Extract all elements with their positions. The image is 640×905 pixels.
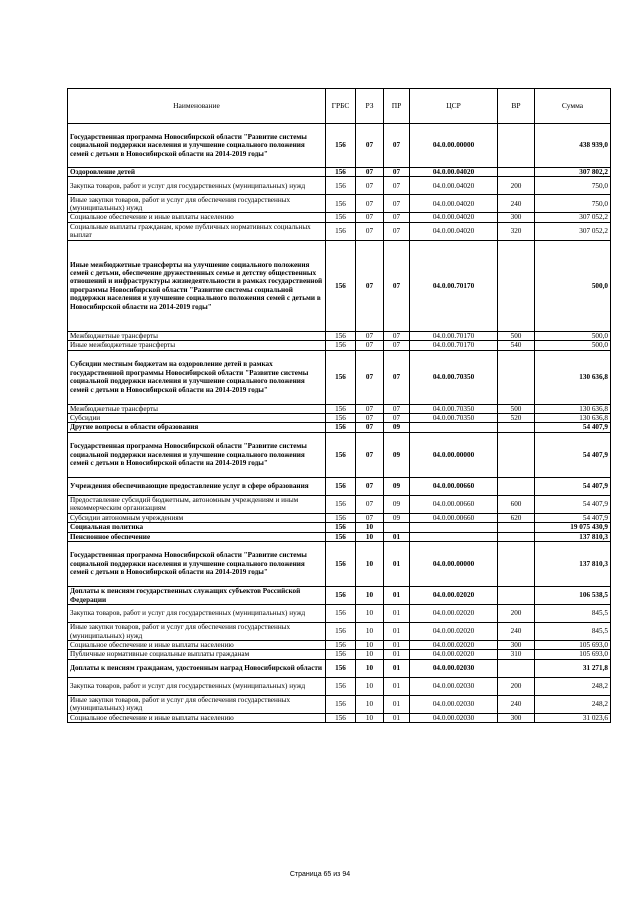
cell-csr: 04.0.00.04020	[410, 213, 498, 222]
cell-csr: 04.0.00.02020	[410, 650, 498, 659]
table-row	[68, 222, 611, 240]
cell-vr	[498, 587, 535, 605]
cell-pr: 01	[384, 677, 410, 695]
cell-vr: 320	[498, 222, 535, 240]
cell-csr: 04.0.00.70350	[410, 350, 498, 404]
cell-grbs: 156	[326, 477, 356, 495]
table-row	[68, 532, 611, 541]
cell-pr: 07	[384, 168, 410, 177]
cell-pr: 01	[384, 713, 410, 722]
table-body	[68, 124, 611, 723]
cell-sum: 54 407,9	[535, 432, 611, 477]
cell-csr	[410, 423, 498, 432]
cell-grbs: 156	[326, 713, 356, 722]
cell-name: Иные закупки товаров, работ и услуг для обеспечения государственных (муниципальных) нужд	[68, 195, 326, 213]
cell-sum: 54 407,9	[535, 495, 611, 513]
cell-sum: 130 636,8	[535, 414, 611, 423]
cell-rz: 10	[356, 605, 384, 623]
cell-pr: 07	[384, 341, 410, 350]
cell-rz: 10	[356, 659, 384, 677]
cell-vr: 240	[498, 195, 535, 213]
cell-sum: 31 023,6	[535, 713, 611, 722]
cell-grbs: 156	[326, 124, 356, 168]
cell-pr: 01	[384, 587, 410, 605]
cell-grbs: 156	[326, 195, 356, 213]
cell-grbs: 156	[326, 650, 356, 659]
cell-pr: 01	[384, 542, 410, 587]
table-row	[68, 650, 611, 659]
cell-grbs: 156	[326, 432, 356, 477]
cell-name: Государственная программа Новосибирской области "Развитие системы социальной поддержки населения и улучшение социального положения семей с детьми в Новосибирской области на 2014-2019 годы"	[68, 432, 326, 477]
header-sum: Сумма	[535, 89, 611, 124]
cell-sum: 54 407,9	[535, 513, 611, 522]
cell-sum: 248,2	[535, 677, 611, 695]
cell-vr: 200	[498, 177, 535, 195]
table-row	[68, 168, 611, 177]
cell-vr	[498, 542, 535, 587]
cell-grbs: 156	[326, 414, 356, 423]
table-header-row	[68, 89, 611, 124]
cell-csr: 04.0.00.02020	[410, 605, 498, 623]
cell-vr: 600	[498, 495, 535, 513]
cell-rz: 07	[356, 213, 384, 222]
cell-name: Иные закупки товаров, работ и услуг для обеспечения государственных (муниципальных) нужд	[68, 695, 326, 713]
cell-rz: 10	[356, 677, 384, 695]
cell-sum: 248,2	[535, 695, 611, 713]
cell-vr	[498, 240, 535, 331]
cell-name: Закупка товаров, работ и услуг для государственных (муниципальных) нужд	[68, 605, 326, 623]
header-pr: ПР	[384, 89, 410, 124]
header-vr: ВР	[498, 89, 535, 124]
cell-vr	[498, 168, 535, 177]
cell-rz: 07	[356, 177, 384, 195]
cell-pr: 09	[384, 423, 410, 432]
cell-csr: 04.0.00.00660	[410, 513, 498, 522]
page-number: Страница 65 из 94	[289, 871, 351, 878]
table-row	[68, 623, 611, 641]
cell-grbs: 156	[326, 177, 356, 195]
cell-csr: 04.0.00.04020	[410, 168, 498, 177]
cell-sum: 130 636,8	[535, 350, 611, 404]
cell-csr	[410, 523, 498, 532]
cell-vr: 620	[498, 513, 535, 522]
cell-grbs: 156	[326, 213, 356, 222]
table-row	[68, 605, 611, 623]
cell-grbs: 156	[326, 495, 356, 513]
cell-name: Социальное обеспечение и иные выплаты населению	[68, 641, 326, 650]
cell-vr	[498, 659, 535, 677]
cell-pr: 07	[384, 331, 410, 340]
cell-grbs: 156	[326, 331, 356, 340]
cell-name: Субсидии местным бюджетам на оздоровление детей в рамках государственной программы Новосибирской области "Развитие системы социальной поддержки населения и улучшение социального положения семей с детьми в Новосибирской области на 2014-2019 годы"	[68, 350, 326, 404]
table-row	[68, 641, 611, 650]
table-row	[68, 432, 611, 477]
cell-pr: 01	[384, 623, 410, 641]
table-row	[68, 414, 611, 423]
table-row	[68, 213, 611, 222]
cell-vr: 200	[498, 605, 535, 623]
cell-name: Социальная политика	[68, 523, 326, 532]
cell-name: Субсидии	[68, 414, 326, 423]
cell-csr: 04.0.00.02020	[410, 641, 498, 650]
cell-rz: 07	[356, 414, 384, 423]
cell-csr: 04.0.00.70170	[410, 331, 498, 340]
cell-sum: 105 693,0	[535, 641, 611, 650]
cell-sum: 500,0	[535, 331, 611, 340]
cell-csr: 04.0.00.02030	[410, 713, 498, 722]
cell-sum: 106 538,5	[535, 587, 611, 605]
cell-sum: 500,0	[535, 341, 611, 350]
cell-grbs: 156	[326, 695, 356, 713]
cell-name: Учреждения обеспечивающие предоставление услуг в сфере образования	[68, 477, 326, 495]
cell-name: Пенсионное обеспечение	[68, 532, 326, 541]
cell-vr: 240	[498, 623, 535, 641]
cell-name: Доплаты к пенсиям гражданам, удостоенным наград Новосибирской области	[68, 659, 326, 677]
cell-vr: 300	[498, 213, 535, 222]
cell-rz: 07	[356, 222, 384, 240]
cell-rz: 07	[356, 513, 384, 522]
cell-name: Межбюджетные трансферты	[68, 404, 326, 413]
cell-vr	[498, 350, 535, 404]
cell-grbs: 156	[326, 423, 356, 432]
cell-name: Государственная программа Новосибирской области "Развитие системы социальной поддержки населения и улучшение социального положения семей с детьми в Новосибирской области на 2014-2019 годы"	[68, 124, 326, 168]
cell-csr: 04.0.00.00000	[410, 432, 498, 477]
cell-sum: 54 407,9	[535, 423, 611, 432]
budget-table	[67, 88, 611, 723]
cell-csr: 04.0.00.02020	[410, 623, 498, 641]
cell-vr	[498, 432, 535, 477]
cell-vr: 300	[498, 713, 535, 722]
table-row	[68, 587, 611, 605]
cell-vr	[498, 523, 535, 532]
table-row	[68, 404, 611, 413]
cell-vr	[498, 124, 535, 168]
cell-pr: 09	[384, 432, 410, 477]
table-row	[68, 659, 611, 677]
cell-grbs: 156	[326, 513, 356, 522]
cell-sum: 307 052,2	[535, 222, 611, 240]
cell-name: Социальные выплаты гражданам, кроме публичных нормативных социальных выплат	[68, 222, 326, 240]
cell-grbs: 156	[326, 404, 356, 413]
table-row	[68, 477, 611, 495]
header-csr: ЦСР	[410, 89, 498, 124]
table-row	[68, 423, 611, 432]
cell-csr: 04.0.00.70170	[410, 341, 498, 350]
table-row	[68, 542, 611, 587]
cell-rz: 10	[356, 623, 384, 641]
cell-csr: 04.0.00.70350	[410, 404, 498, 413]
cell-vr: 200	[498, 677, 535, 695]
cell-grbs: 156	[326, 341, 356, 350]
cell-sum: 137 810,3	[535, 542, 611, 587]
table-row	[68, 523, 611, 532]
cell-name: Социальное обеспечение и иные выплаты населению	[68, 213, 326, 222]
table-row	[68, 350, 611, 404]
cell-pr: 09	[384, 513, 410, 522]
cell-pr: 07	[384, 195, 410, 213]
cell-csr: 04.0.00.02030	[410, 659, 498, 677]
cell-vr: 240	[498, 695, 535, 713]
cell-pr: 07	[384, 404, 410, 413]
cell-name: Предоставление субсидий бюджетным, автономным учреждениям и иным некоммерческим организациям	[68, 495, 326, 513]
cell-pr: 01	[384, 605, 410, 623]
cell-sum: 31 271,8	[535, 659, 611, 677]
cell-csr: 04.0.00.04020	[410, 222, 498, 240]
cell-name: Публичные нормативные социальные выплаты гражданам	[68, 650, 326, 659]
cell-name: Закупка товаров, работ и услуг для государственных (муниципальных) нужд	[68, 677, 326, 695]
cell-sum: 137 810,3	[535, 532, 611, 541]
table-row	[68, 331, 611, 340]
cell-rz: 10	[356, 542, 384, 587]
cell-rz: 10	[356, 587, 384, 605]
cell-sum: 845,5	[535, 623, 611, 641]
cell-pr: 07	[384, 177, 410, 195]
cell-rz: 07	[356, 240, 384, 331]
cell-grbs: 156	[326, 168, 356, 177]
cell-vr	[498, 423, 535, 432]
header-grbs: ГРБС	[326, 89, 356, 124]
cell-pr	[384, 523, 410, 532]
table-row	[68, 677, 611, 695]
cell-name: Иные межбюджетные трансферты	[68, 341, 326, 350]
cell-pr: 07	[384, 222, 410, 240]
table-row	[68, 195, 611, 213]
cell-rz: 07	[356, 168, 384, 177]
cell-vr	[498, 532, 535, 541]
cell-csr: 04.0.00.04020	[410, 195, 498, 213]
cell-pr: 07	[384, 124, 410, 168]
cell-rz: 10	[356, 650, 384, 659]
cell-pr: 07	[384, 213, 410, 222]
cell-grbs: 156	[326, 587, 356, 605]
cell-rz: 07	[356, 404, 384, 413]
cell-name: Доплаты к пенсиям государственных служащих субъектов Российской Федерации	[68, 587, 326, 605]
cell-pr: 01	[384, 695, 410, 713]
cell-csr: 04.0.00.00000	[410, 542, 498, 587]
cell-grbs: 156	[326, 677, 356, 695]
table-row	[68, 124, 611, 168]
cell-rz: 10	[356, 713, 384, 722]
cell-pr: 01	[384, 659, 410, 677]
cell-csr: 04.0.00.02030	[410, 677, 498, 695]
cell-pr: 07	[384, 350, 410, 404]
cell-name: Субсидии автономным учреждениям	[68, 513, 326, 522]
cell-vr: 500	[498, 404, 535, 413]
cell-name: Иные закупки товаров, работ и услуг для обеспечения государственных (муниципальных) нужд	[68, 623, 326, 641]
cell-csr: 04.0.00.00660	[410, 495, 498, 513]
cell-rz: 10	[356, 641, 384, 650]
cell-sum: 307 802,2	[535, 168, 611, 177]
cell-name: Закупка товаров, работ и услуг для государственных (муниципальных) нужд	[68, 177, 326, 195]
header-rz: РЗ	[356, 89, 384, 124]
cell-vr: 520	[498, 414, 535, 423]
cell-sum: 130 636,8	[535, 404, 611, 413]
cell-pr: 09	[384, 495, 410, 513]
cell-vr: 540	[498, 341, 535, 350]
cell-rz: 07	[356, 423, 384, 432]
cell-grbs: 156	[326, 240, 356, 331]
cell-csr: 04.0.00.04020	[410, 177, 498, 195]
cell-rz: 10	[356, 523, 384, 532]
cell-sum: 307 052,2	[535, 213, 611, 222]
cell-grbs: 156	[326, 605, 356, 623]
table-row	[68, 513, 611, 522]
cell-rz: 07	[356, 495, 384, 513]
cell-csr: 04.0.00.02030	[410, 695, 498, 713]
cell-vr: 310	[498, 650, 535, 659]
table-row	[68, 240, 611, 331]
cell-pr: 01	[384, 532, 410, 541]
table-row	[68, 341, 611, 350]
cell-sum: 54 407,9	[535, 477, 611, 495]
cell-name: Иные межбюджетные трансферты на улучшение социального положения семей с детьми, обеспечение дружественных семье и детству общественных отношений и инфраструктуры жизнедеятельности в рамках государственной программы Новосибирской области "Развитие системы социальной поддержки населения и улучшение социального положения семей с детьми в Новосибирской области на 2014-2019 годы"	[68, 240, 326, 331]
cell-rz: 07	[356, 477, 384, 495]
cell-sum: 19 075 430,9	[535, 523, 611, 532]
cell-sum: 500,0	[535, 240, 611, 331]
table-row	[68, 695, 611, 713]
cell-name: Другие вопросы в области образования	[68, 423, 326, 432]
cell-rz: 10	[356, 695, 384, 713]
cell-grbs: 156	[326, 542, 356, 587]
cell-sum: 438 939,0	[535, 124, 611, 168]
cell-sum: 750,0	[535, 177, 611, 195]
cell-name: Оздоровление детей	[68, 168, 326, 177]
cell-rz: 07	[356, 341, 384, 350]
cell-rz: 07	[356, 350, 384, 404]
cell-sum: 750,0	[535, 195, 611, 213]
cell-csr: 04.0.00.00000	[410, 124, 498, 168]
cell-pr: 09	[384, 477, 410, 495]
cell-csr: 04.0.00.70170	[410, 240, 498, 331]
cell-grbs: 156	[326, 523, 356, 532]
cell-rz: 07	[356, 124, 384, 168]
cell-name: Межбюджетные трансферты	[68, 331, 326, 340]
cell-csr	[410, 532, 498, 541]
cell-csr: 04.0.00.02020	[410, 587, 498, 605]
cell-grbs: 156	[326, 623, 356, 641]
cell-grbs: 156	[326, 222, 356, 240]
cell-grbs: 156	[326, 641, 356, 650]
cell-rz: 07	[356, 331, 384, 340]
cell-grbs: 156	[326, 659, 356, 677]
table-row	[68, 713, 611, 722]
cell-rz: 10	[356, 532, 384, 541]
table-row	[68, 495, 611, 513]
cell-vr: 500	[498, 331, 535, 340]
cell-grbs: 156	[326, 532, 356, 541]
cell-pr: 07	[384, 414, 410, 423]
cell-name: Государственная программа Новосибирской области "Развитие системы социальной поддержки населения и улучшение социального положения семей с детьми в Новосибирской области на 2014-2019 годы"	[68, 542, 326, 587]
cell-rz: 07	[356, 195, 384, 213]
cell-pr: 01	[384, 650, 410, 659]
cell-csr: 04.0.00.00660	[410, 477, 498, 495]
cell-csr: 04.0.00.70350	[410, 414, 498, 423]
cell-rz: 07	[356, 432, 384, 477]
cell-sum: 845,5	[535, 605, 611, 623]
cell-vr	[498, 477, 535, 495]
cell-vr: 300	[498, 641, 535, 650]
cell-pr: 01	[384, 641, 410, 650]
cell-pr: 07	[384, 240, 410, 331]
cell-sum: 105 693,0	[535, 650, 611, 659]
cell-grbs: 156	[326, 350, 356, 404]
table-row	[68, 177, 611, 195]
cell-name: Социальное обеспечение и иные выплаты населению	[68, 713, 326, 722]
header-name: Наименование	[68, 89, 326, 124]
